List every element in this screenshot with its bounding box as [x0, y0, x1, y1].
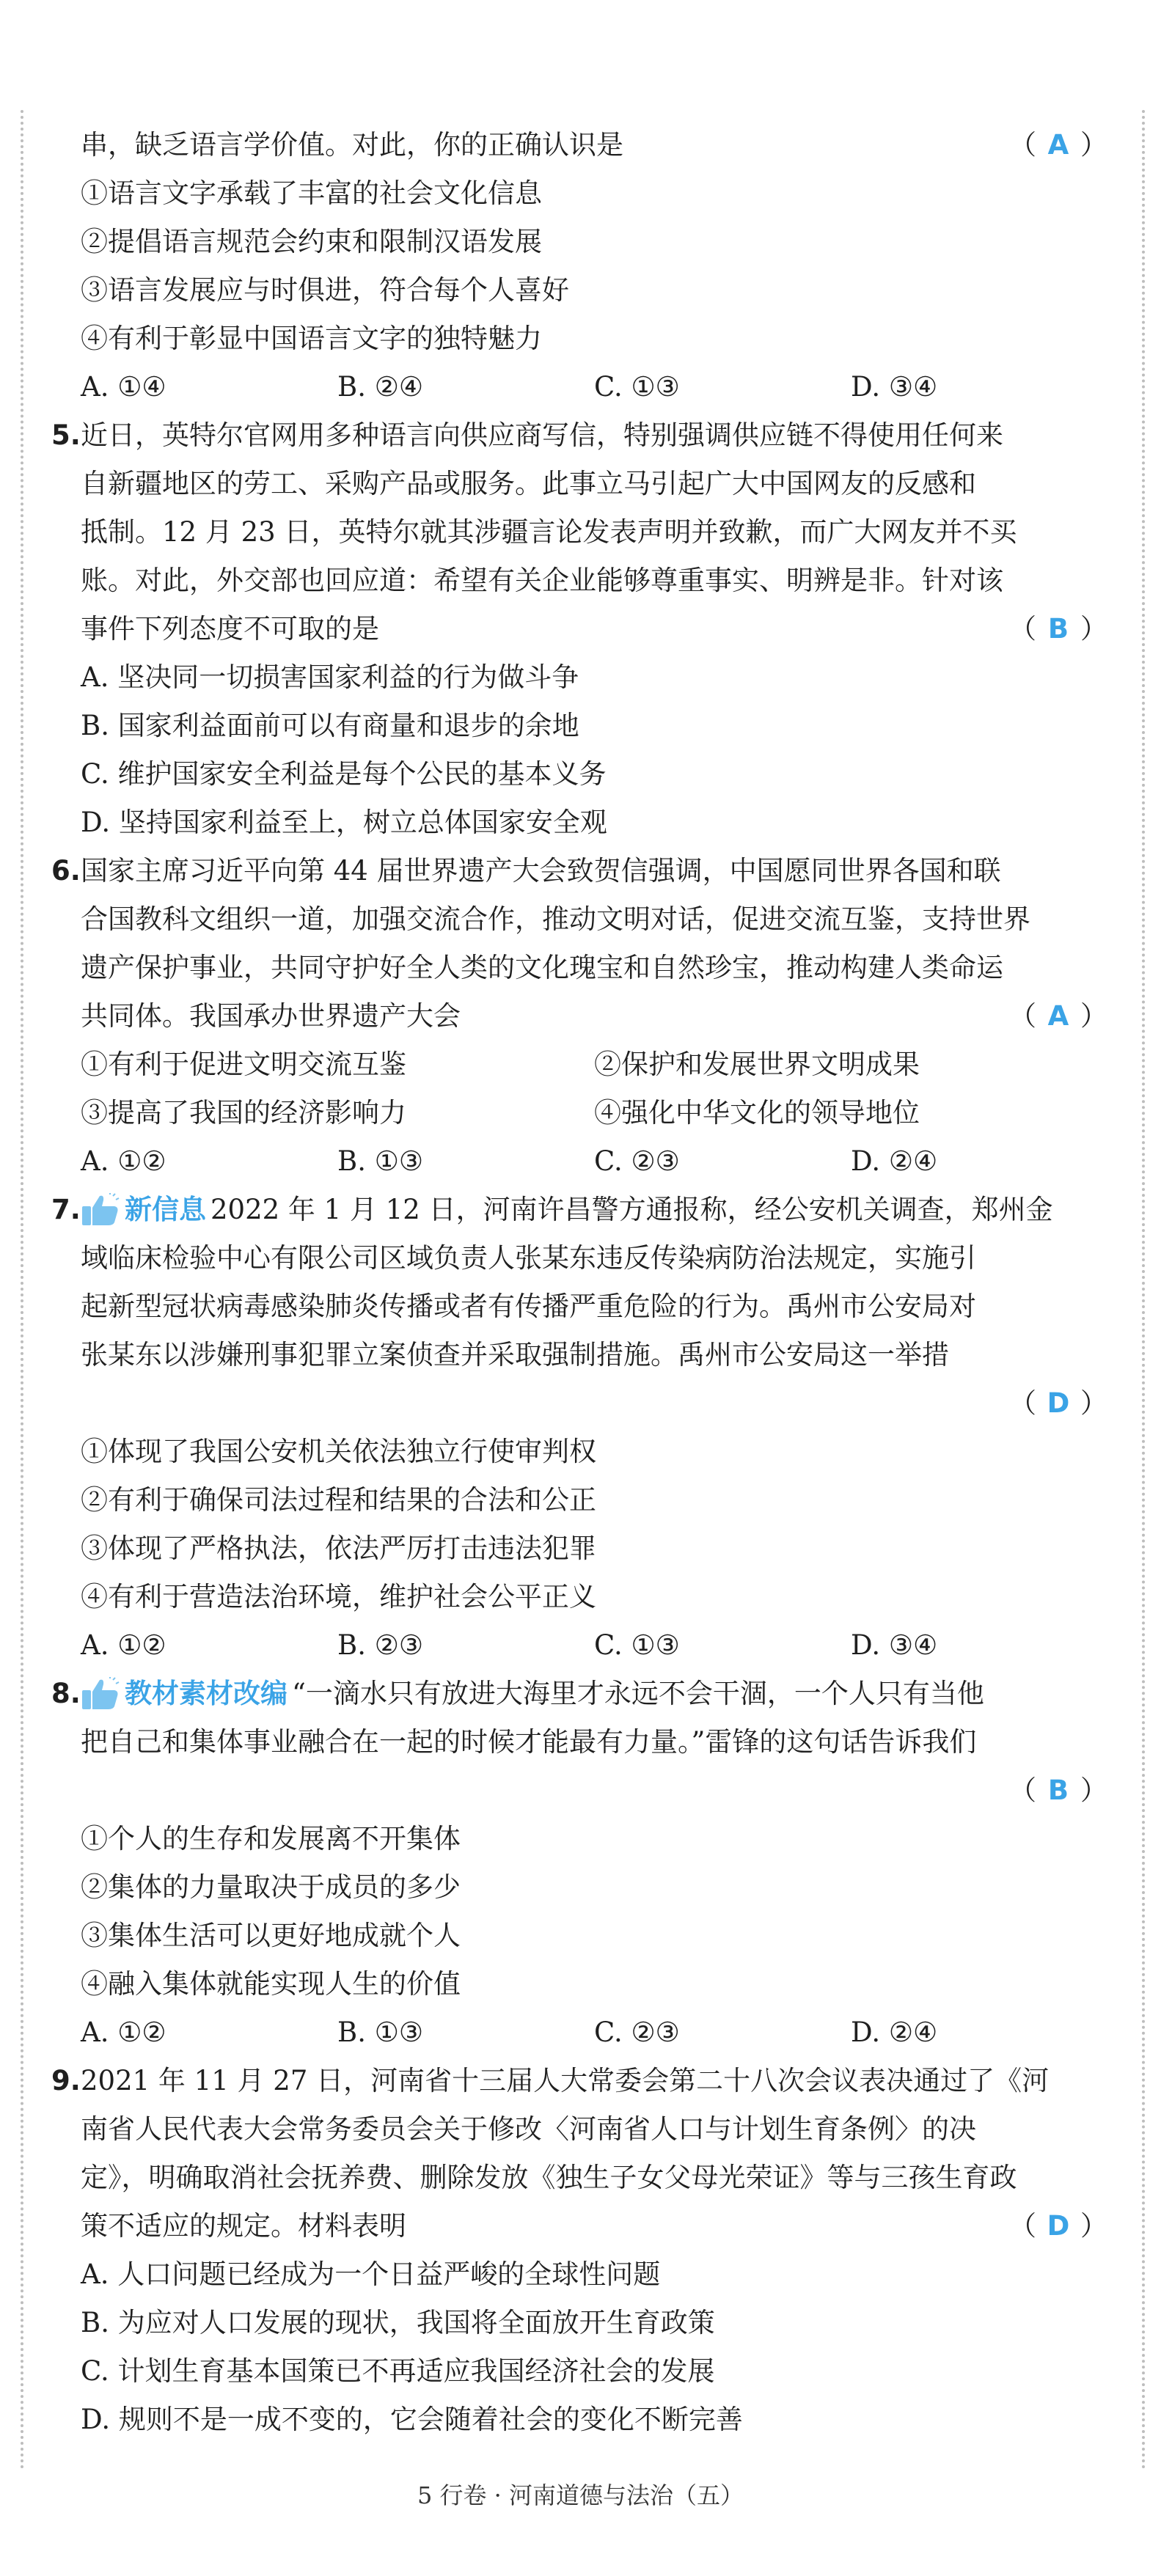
q6-stem-line: 6. 国家主席习近平向第 44 届世界遗产大会致贺信强调，中国愿同世界各国和联 [81, 847, 1107, 895]
q6-option-b: B. ①③ [337, 1145, 424, 1177]
q8-stem-line: 把自己和集体事业融合在一起的时候才能最有力量。”雷锋的这句话告诉我们 [81, 1726, 977, 1758]
right-dotted-border [1142, 110, 1145, 2471]
q6-item: ②保护和发展世界文明成果 [594, 1049, 920, 1080]
q8-answer-line [81, 1766, 1107, 1815]
q5-number: 5. [51, 419, 81, 451]
q6-item: ④强化中华文化的领导地位 [594, 1097, 920, 1129]
q7-option-b: B. ②③ [337, 1629, 424, 1661]
q8-option-b: B. ①③ [337, 2017, 424, 2048]
q5-stem-line: 抵制。12 月 23 日，英特尔就其涉疆言论发表声明并致歉，而广大网友并不买 [81, 516, 1017, 548]
q6-option-a: A. ①② [81, 1145, 166, 1177]
q4-option-d: D. ③④ [851, 371, 938, 403]
q9-option-c: C. 计划生育基本国策已不再适应我国经济社会的发展 [81, 2355, 715, 2387]
q9-stem-line: 定》，明确取消社会抚养费、删除发放《独生子女父母光荣证》等与三孩生育政 [81, 2162, 1017, 2193]
q7-stem-line: 张某东以涉嫌刑事犯罪立案侦查并采取强制措施。禹州市公安局这一举措 [81, 1339, 949, 1370]
q8-number: 8. [51, 1678, 81, 1709]
q9-stem-line: 南省人民代表大会常务委员会关于修改〈河南省人口与计划生育条例〉的决 [81, 2113, 976, 2145]
q6-answer: （ A ） [1009, 1000, 1107, 1032]
page-footer: 5 行卷 · 河南道德与法治（五） [417, 2481, 744, 2509]
q8-stem-line: 8. 教材素材改编 “一滴水只有放进大海里才永远不会干涸，一个人只有当他 [81, 1670, 1107, 1718]
q6-item: ①有利于促进文明交流互鉴 [81, 1049, 406, 1080]
q5-stem-line: 账。对此，外交部也回应道：希望有关企业能够尊重事实、明辨是非。针对该 [81, 565, 1003, 596]
q8-badge: 教材素材改编 [81, 1670, 287, 1718]
q7-stem-line: 7. 新信息 2022 年 1 月 12 日，河南许昌警方通报称，经公安机关调查，郑州金 [81, 1186, 1107, 1234]
thumbs-up-icon [81, 1677, 120, 1711]
q8-option-a: A. ①② [81, 2017, 166, 2048]
q4-options [81, 363, 1107, 411]
q6-option-c: C. ②③ [594, 1145, 680, 1177]
q6-option-d: D. ②④ [851, 1145, 938, 1177]
q8-option-c: C. ②③ [594, 2017, 680, 2048]
q7-badge: 新信息 [81, 1186, 206, 1234]
q5-option-c: C. 维护国家安全利益是每个公民的基本义务 [81, 758, 607, 790]
q9-stem-line: 策不适应的规定。材料表明 （ D ） [81, 2202, 1107, 2250]
q5-stem-line: 自新疆地区的劳工、采购产品或服务。此事立马引起广大中国网友的反感和 [81, 468, 976, 499]
q9-stem-line: 9. 2021 年 11 月 27 日，河南省十三届人大常委会第二十八次会议表决通过了《河 [81, 2057, 1107, 2105]
q4-option-c: C. ①③ [594, 371, 680, 403]
q7-item: ①体现了我国公安机关依法独立行使审判权 [81, 1436, 596, 1467]
q8-item: ②集体的力量取决于成员的多少 [81, 1871, 461, 1903]
q4-stem-text: 串，缺乏语言学价值。对此，你的正确认识是 [81, 129, 623, 161]
q4-option-b: B. ②④ [337, 371, 424, 403]
q9-option-b: B. 为应对人口发展的现状，我国将全面放开生育政策 [81, 2307, 715, 2338]
q9-answer: （ D ） [1009, 2210, 1107, 2242]
q9-option-d: D. 规则不是一成不变的，它会随着社会的变化不断完善 [81, 2404, 743, 2435]
q8-options [81, 2008, 1107, 2057]
q5-option-b: B. 国家利益面前可以有商量和退步的余地 [81, 710, 579, 741]
q6-number: 6. [51, 855, 81, 887]
q6-stem-line: 遗产保护事业，共同守护好全人类的文化瑰宝和自然珍宝，推动构建人类命运 [81, 952, 1003, 983]
q7-stem-line: 起新型冠状病毒感染肺炎传播或者有传播严重危险的行为。禹州市公安局对 [81, 1291, 976, 1322]
q8-item: ①个人的生存和发展离不开集体 [81, 1823, 461, 1854]
q8-item: ④融入集体就能实现人生的价值 [81, 1968, 461, 2000]
q4-option-a: A. ①④ [81, 371, 166, 403]
left-dotted-border [21, 110, 23, 2471]
q7-option-d: D. ③④ [851, 1629, 938, 1661]
q4-item: ④有利于彰显中国语言文字的独特魅力 [81, 323, 542, 354]
q4-item: ②提倡语言规范会约束和限制汉语发展 [81, 226, 542, 257]
q4-answer: （ A ） [1009, 129, 1107, 161]
q8-option-d: D. ②④ [851, 2017, 938, 2048]
q6-stem-line: 共同体。我国承办世界遗产大会 （ A ） [81, 992, 1107, 1041]
q6-items-row [81, 1089, 1107, 1137]
q7-item: ④有利于营造法治环境，维护社会公平正义 [81, 1581, 596, 1612]
q7-number: 7. [51, 1194, 81, 1225]
q7-stem-line: 域临床检验中心有限公司区域负责人张某东违反传染病防治法规定，实施引 [81, 1242, 976, 1274]
q7-answer: （ D ） [1009, 1387, 1107, 1419]
q6-options [81, 1137, 1107, 1186]
q8-item: ③集体生活可以更好地成就个人 [81, 1920, 461, 1951]
q4-item: ③语言发展应与时俱进，符合每个人喜好 [81, 274, 569, 306]
q4-item: ①语言文字承载了丰富的社会文化信息 [81, 177, 542, 209]
q7-answer-line [81, 1379, 1107, 1428]
q7-option-c: C. ①③ [594, 1629, 680, 1661]
q7-item: ③体现了严格执法，依法严厉打击违法犯罪 [81, 1533, 596, 1564]
q9-option-a: A. 人口问题已经成为一个日益严峻的全球性问题 [81, 2258, 661, 2290]
q5-option-d: D. 坚持国家利益至上，树立总体国家安全观 [81, 807, 607, 838]
q5-option-a: A. 坚决同一切损害国家利益的行为做斗争 [81, 661, 579, 693]
q5-answer: （ B ） [1009, 613, 1107, 645]
q6-item: ③提高了我国的经济影响力 [81, 1097, 406, 1129]
q4-stem-line [81, 121, 1107, 169]
q7-option-a: A. ①② [81, 1629, 166, 1661]
q6-stem-line: 合国教科文组织一道，加强交流合作，推动文明对话，促进交流互鉴，支持世界 [81, 903, 1030, 935]
q7-options [81, 1621, 1107, 1670]
q7-item: ②有利于确保司法过程和结果的合法和公正 [81, 1484, 596, 1516]
q9-number: 9. [51, 2065, 81, 2096]
thumbs-up-icon [81, 1193, 120, 1227]
q6-items-row [81, 1041, 1107, 1089]
exam-page [51, 121, 1107, 2444]
q5-stem-line: 事件下列态度不可取的是 （ B ） [81, 605, 1107, 653]
q5-stem-line: 5. 近日，英特尔官网用多种语言向供应商写信，特别强调供应链不得使用任何来 [81, 411, 1107, 460]
q8-answer: （ B ） [1009, 1775, 1107, 1806]
